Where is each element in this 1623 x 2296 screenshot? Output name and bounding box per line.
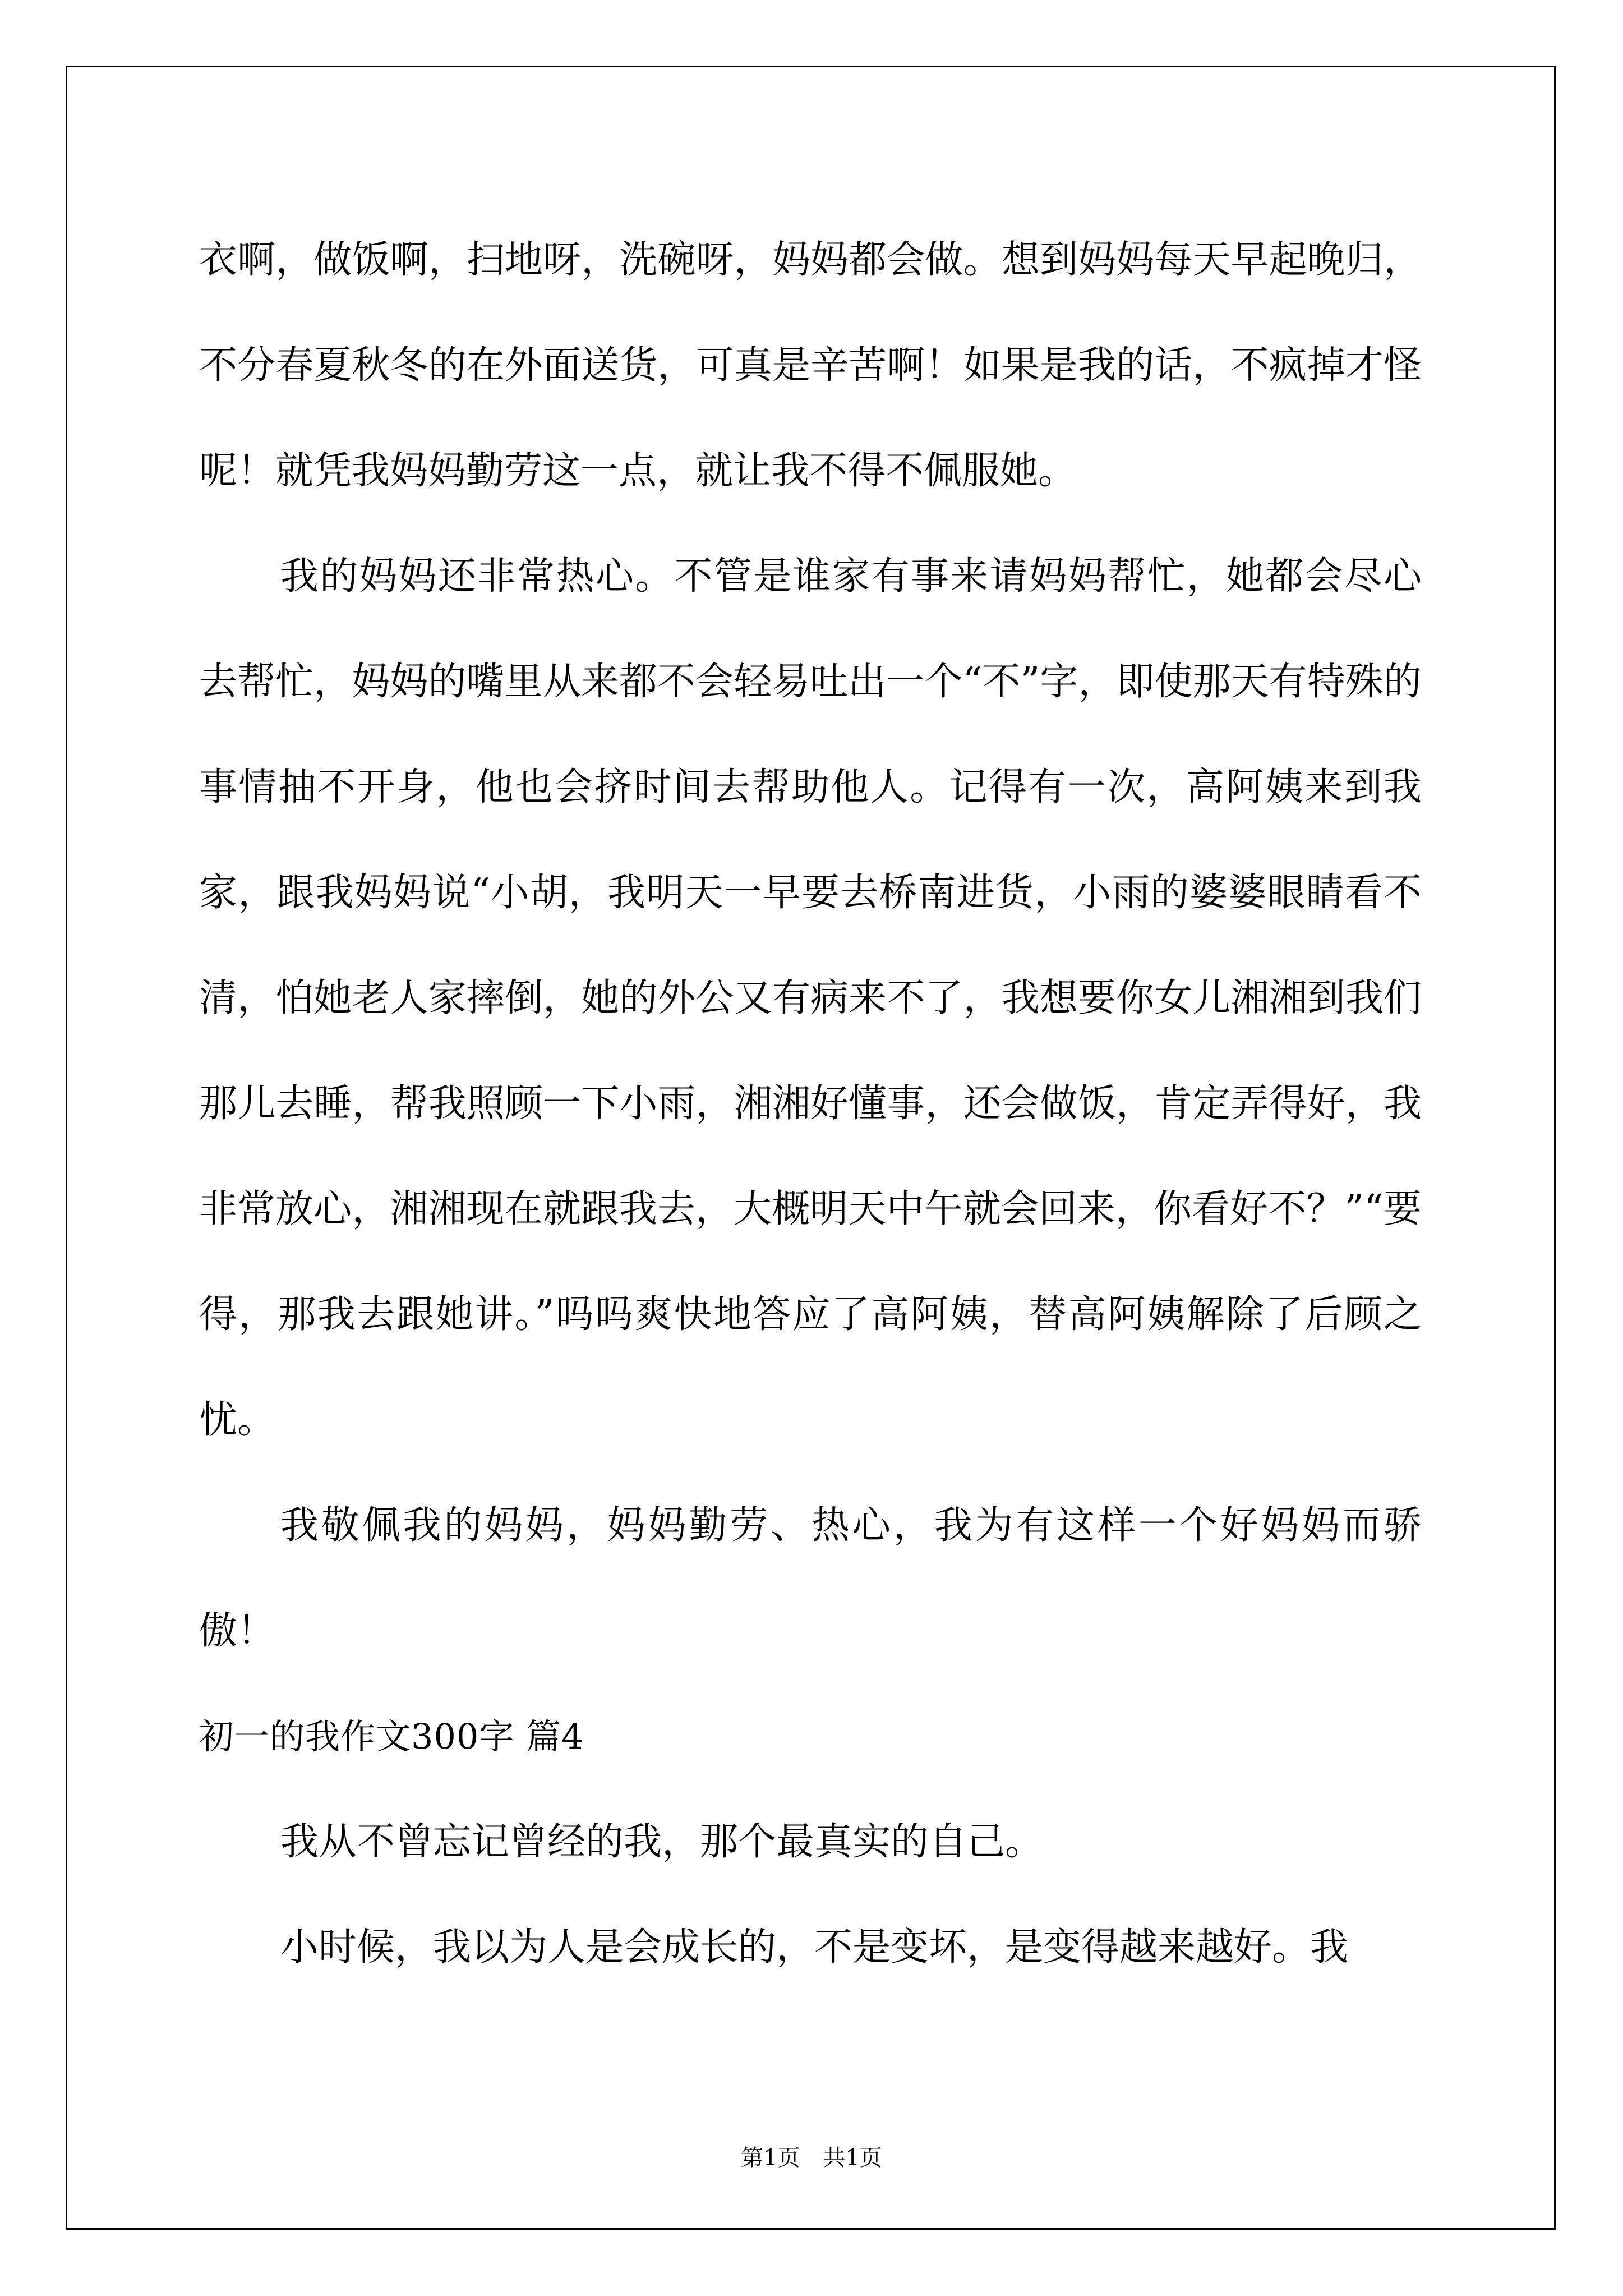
paragraph-4: 我从不曾忘记曾经的我，那个最真实的自己。 [280,1820,1044,1864]
page-number: 第1页 [741,2145,800,2171]
page-footer [0,2140,1623,2172]
document-body [199,208,1422,2000]
paragraph-2: 我的妈妈还非常热心。不管是谁家有事来请妈妈帮忙，她都会尽心去帮忙，妈妈的嘴里从来都不会轻易吐出一个“不”字，即使那天有特殊的事情抽不开身，他也会挤时间去帮助他人。记得有一次，高阿姨来到我家，跟我妈妈说“小胡，我明天一早要去桥南进货，小雨的婆婆眼睛看不清，怕她老人家摔倒，她的外公又有病来不了，我想要你女儿湘湘到我们那儿去睡，帮我照顾一下小雨，湘湘好懂事，还会做饭，肯定弄得好，我非常放心，湘湘现在就跟我去，大概明天中午就会回来，你看好不？”“要得，那我去跟她讲。”吗吗爽快地答应了高阿姨，替高阿姨解除了后顾之忧。 [199,554,1422,1442]
section-heading: 初一的我作文300字 篇4 [199,1716,584,1757]
page-total: 共1页 [823,2145,882,2171]
paragraph-5: 小时候，我以为人是会成长的，不是变坏，是变得越来越好。我 [280,1925,1349,1970]
paragraph-3: 我敬佩我的妈妈，妈妈勤劳、热心，我为有这样一个好妈妈而骄傲！ [199,1503,1422,1653]
paragraph-1: 衣啊，做饭啊，扫地呀，洗碗呀，妈妈都会做。想到妈妈每天早起晚归，不分春夏秋冬的在外面送货，可真是辛苦啊！如果是我的话，不疯掉才怪呢！就凭我妈妈勤劳这一点，就让我不得不佩服她。 [199,238,1422,493]
